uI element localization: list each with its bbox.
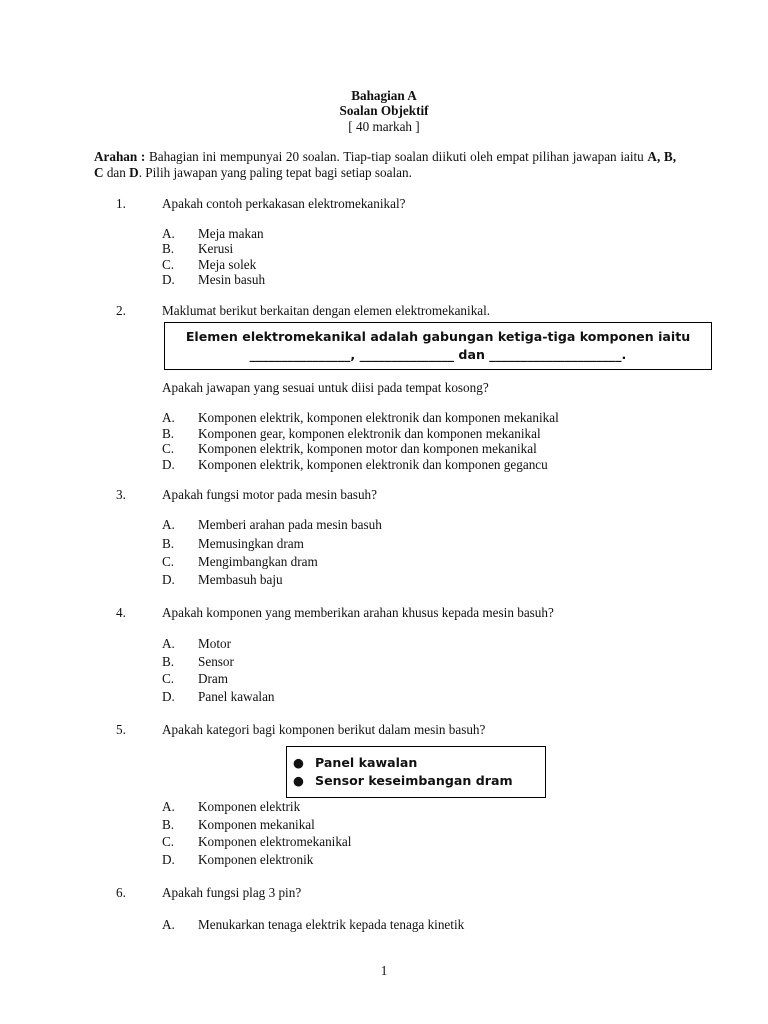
info-box-line-1: Elemen elektromekanikal adalah gabungan ketiga-tiga komponen iaitu xyxy=(185,329,691,344)
option-letter: B. xyxy=(162,817,175,832)
option-letter: B. xyxy=(162,536,175,551)
option-text: Menukarkan tenaga elektrik kepada tenaga kinetik xyxy=(198,917,465,932)
info-box xyxy=(164,322,712,370)
question-number: 2. xyxy=(116,303,126,318)
info-box-line-2: ________________, _______________ dan _____________________. xyxy=(249,347,627,362)
option-text: Komponen elektrik, komponen motor dan komponen mekanikal xyxy=(198,441,537,456)
option-letter: C. xyxy=(162,441,175,456)
option-letter: A. xyxy=(162,917,175,932)
option-letter: C. xyxy=(162,554,175,569)
option-letter: C. xyxy=(162,257,175,272)
component-item-label: Panel kawalan xyxy=(315,755,418,770)
question-number: 5. xyxy=(116,722,126,737)
option-text: Membasuh baju xyxy=(198,572,283,587)
option-text: Meja solek xyxy=(198,257,257,272)
question-number: 3. xyxy=(116,487,126,502)
option-text: Komponen elektromekanikal xyxy=(198,834,352,849)
option-text: Komponen elektronik xyxy=(198,852,314,867)
option-letter: B. xyxy=(162,654,175,669)
question-text: Maklumat berikut berkaitan dengan elemen elektromekanikal. xyxy=(162,303,491,318)
question-number: 1. xyxy=(116,196,126,211)
option-letter: A. xyxy=(162,636,175,651)
option-text: Dram xyxy=(198,671,229,686)
option-letter: B. xyxy=(162,241,175,256)
option-letter: D. xyxy=(162,272,175,287)
option-letter: A. xyxy=(162,517,175,532)
option-letter: D. xyxy=(162,689,175,704)
question-number: 6. xyxy=(116,885,126,900)
option-letter: C. xyxy=(162,834,175,849)
instructions-dan: dan xyxy=(103,165,130,180)
option-letter: A. xyxy=(162,799,175,814)
bullet-icon: ● xyxy=(293,755,304,770)
option-text: Komponen elektrik xyxy=(198,799,301,814)
instructions-abc: A, B, C xyxy=(94,149,676,180)
component-item xyxy=(293,754,545,772)
option-text: Kerusi xyxy=(198,241,234,256)
option-text: Komponen mekanikal xyxy=(198,817,315,832)
option-text: Memberi arahan pada mesin basuh xyxy=(198,517,382,532)
section-title: Bahagian A xyxy=(351,88,417,103)
instructions-text-2: . Pilih jawapan yang paling tepat bagi setiap soalan. xyxy=(138,165,412,180)
option-text: Motor xyxy=(198,636,231,651)
option-letter: C. xyxy=(162,671,175,686)
option-letter: B. xyxy=(162,426,175,441)
option-text: Mesin basuh xyxy=(198,272,266,287)
instructions-text-1: Bahagian ini mempunyai 20 soalan. Tiap-tiap soalan diikuti oleh empat pilihan jawapan iaitu xyxy=(145,149,648,164)
question-text: Apakah fungsi plag 3 pin? xyxy=(162,885,302,900)
component-box xyxy=(286,746,546,798)
component-item xyxy=(293,772,545,790)
question-text: Apakah kategori bagi komponen berikut dalam mesin basuh? xyxy=(162,722,486,737)
question-text: Apakah komponen yang memberikan arahan khusus kepada mesin basuh? xyxy=(162,605,554,620)
option-letter: A. xyxy=(162,410,175,425)
option-letter: D. xyxy=(162,457,175,472)
page-number: 1 xyxy=(380,963,388,978)
section-subtitle: Soalan Objektif xyxy=(339,103,429,118)
option-letter: D. xyxy=(162,572,175,587)
option-text: Komponen gear, komponen elektronik dan komponen mekanikal xyxy=(198,426,541,441)
option-text: Panel kawalan xyxy=(198,689,275,704)
option-text: Meja makan xyxy=(198,226,264,241)
option-letter: D. xyxy=(162,852,175,867)
option-letter: A. xyxy=(162,226,175,241)
component-item-label: Sensor keseimbangan dram xyxy=(315,773,513,788)
question-text: Apakah fungsi motor pada mesin basuh? xyxy=(162,487,377,502)
option-text: Komponen elektrik, komponen elektronik dan komponen mekanikal xyxy=(198,410,559,425)
instructions-d: D xyxy=(129,165,139,180)
option-text: Komponen elektrik, komponen elektronik dan komponen gegancu xyxy=(198,457,548,472)
bullet-icon: ● xyxy=(293,773,304,788)
question-text: Apakah contoh perkakasan elektromekanikal? xyxy=(162,196,406,211)
question-followup: Apakah jawapan yang sesuai untuk diisi pada tempat kosong? xyxy=(162,380,489,395)
question-number: 4. xyxy=(116,605,126,620)
option-text: Mengimbangkan dram xyxy=(198,554,318,569)
instructions-label: Arahan : xyxy=(94,149,146,164)
option-text: Sensor xyxy=(198,654,234,669)
section-marks: [ 40 markah ] xyxy=(348,119,420,134)
option-text: Memusingkan dram xyxy=(198,536,304,551)
instructions xyxy=(94,149,676,181)
